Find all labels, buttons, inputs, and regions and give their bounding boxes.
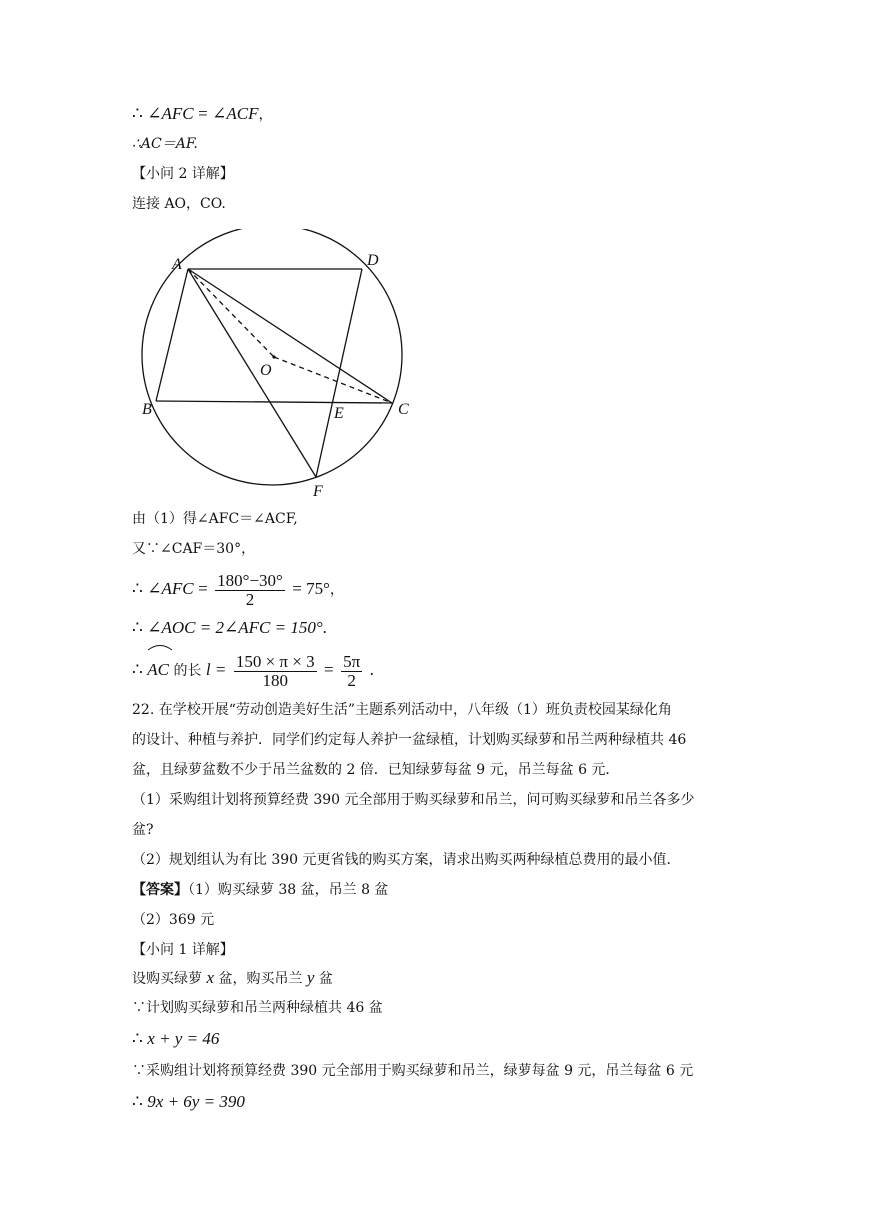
line-angle-equal: ∴ ∠AFC = ∠ACF， — [132, 104, 273, 123]
segment-ac — [188, 269, 392, 403]
heading-part2: 【小问 2 详解】 — [132, 166, 234, 182]
fraction-result: $\frac{5\pi}{2}$ — [343, 651, 361, 690]
fraction-arc-length: $\frac{150 \times \pi \times 3}{180}$ — [235, 651, 315, 690]
heading-part1: 【小问 1 详解】 — [132, 942, 234, 958]
segment-af — [188, 269, 316, 477]
line-from-part1: 由（1）得∠AFC＝∠ACF, — [132, 511, 298, 527]
label-d: D — [367, 252, 379, 269]
circle-geometry-figure — [130, 229, 420, 509]
label-b: B — [142, 401, 152, 418]
q22-sub1-line-2: 盆? — [132, 822, 154, 838]
q22-stem-line-3: 盆，且绿萝盆数不少于吊兰盆数的 2 倍．已知绿萝每盆 9 元，吊兰每盆 6 元． — [132, 762, 620, 778]
line-let-variables: 设购买绿萝 x 盆，购买吊兰 y 盆 — [132, 968, 333, 987]
arc-mark-icon — [147, 643, 173, 651]
line-arc-length: ∴ AC 的长 l = $\frac{150 \times \pi \times 3}{180}$ = $\frac{5\pi}{2}$ . — [132, 649, 374, 692]
line-calc-aoc: ∴ ∠AOC = 2∠AFC = 150°. — [132, 618, 327, 637]
arc-ac-symbol: AC — [147, 649, 169, 692]
answer-line-2: （2）369 元 — [132, 912, 215, 928]
segment-df — [316, 269, 362, 477]
q22-stem-line-1: 22. 在学校开展“劳动创造美好生活”主题系列活动中，八年级（1）班负责校园某绿化角 — [132, 702, 672, 718]
line-equation-1: ∴ x + y = 46 — [132, 1029, 220, 1048]
label-f: F — [313, 483, 323, 500]
line-ac-eq-af: ∴AC＝AF. — [132, 136, 198, 152]
q22-sub1-line-1: （1）采购组计划将预算经费 390 元全部用于购买绿萝和吊兰，问可购买绿萝和吊兰各多少 — [132, 792, 695, 808]
line-connect: 连接 AO，CO. — [132, 196, 226, 212]
line-given-angle: 又∵∠CAF＝30°， — [132, 541, 256, 557]
label-e: E — [334, 405, 344, 422]
line-calc-afc: ∴ ∠AFC = $\frac{180^\circ-30^\circ}{2}$ = 75°， — [132, 570, 344, 609]
center-point — [272, 355, 275, 358]
label-o: O — [260, 362, 272, 379]
answer-line-1: 【答案】（1）购买绿萝 38 盆，吊兰 8 盆 — [132, 882, 389, 898]
q22-stem-line-2: 的设计、种植与养护．同学们约定每人养护一盆绿植，计划购买绿萝和吊兰两种绿植共 46 — [132, 732, 687, 748]
line-because-budget: ∵采购组计划将预算经费 390 元全部用于购买绿萝和吊兰，绿萝每盆 9 元，吊兰每盆 6 元 — [132, 1063, 694, 1079]
segment-bc — [156, 401, 392, 403]
line-equation-2: ∴ 9x + 6y = 390 — [132, 1092, 245, 1111]
label-c: C — [398, 401, 409, 418]
q22-sub2: （2）规划组认为有比 390 元更省钱的购买方案，请求出购买两种绿植总费用的最小值． — [132, 852, 681, 868]
label-a: A — [172, 256, 182, 273]
segment-ao-dashed — [188, 269, 274, 357]
fraction-afc: $\frac{180^\circ-30^\circ}{2}$ — [217, 570, 283, 609]
line-because-total: ∵计划购买绿萝和吊兰两种绿植共 46 盆 — [132, 1000, 383, 1016]
